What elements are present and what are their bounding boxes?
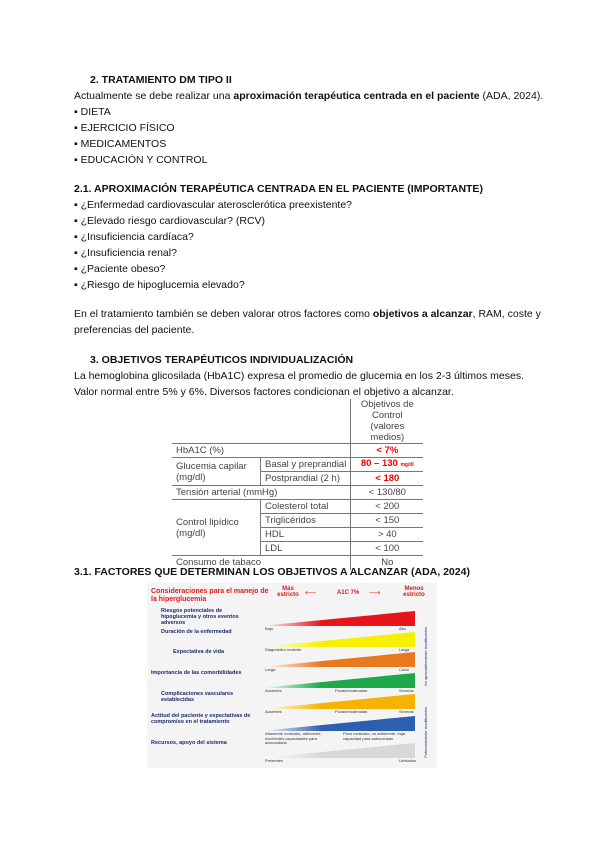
tick-right: Severas (399, 709, 414, 714)
cell: < 130/80 (351, 486, 424, 500)
text: (ADA, 2024). (479, 90, 544, 102)
paragraph-line: La hemoglobina glicosilada (HbA1C) expresa el promedio de glucemia en los 2-3 últimos meses. (74, 370, 524, 382)
more-strict-label: Más estricto (277, 586, 299, 598)
cell: Basal y preprandial (261, 458, 351, 472)
list-item: ▪ ¿Insuficiencia renal? (74, 247, 177, 259)
list-item: ▪ ¿Enfermedad cardiovascular aterosclerótica preexistente? (74, 199, 353, 211)
factor-label: Importancia de las comorbilidades (151, 670, 242, 676)
factor-label: Duración de la enfermedad (161, 629, 232, 635)
less-strict-label: Menos estricto (403, 586, 425, 598)
text: , RAM, coste y (472, 308, 541, 320)
cell: HDL (261, 528, 351, 542)
cell: < 200 (351, 500, 424, 514)
cell: No (351, 556, 424, 570)
tick-right: Poco motivado, no adherente, baja capacidad para autocuidado (343, 731, 406, 741)
section-heading-2: 2. TRATAMIENTO DM TIPO II (90, 74, 232, 86)
cell: HbA1C (%) (172, 444, 351, 458)
tick-mid: Pocas/moderadas (335, 709, 368, 714)
tick-right: Limitados (399, 758, 417, 763)
cell: < 7% (351, 444, 424, 458)
tick-right: Corta (399, 667, 409, 672)
tick-mid: Pocas/moderadas (335, 688, 368, 693)
tick-right: Severas (399, 688, 414, 693)
paragraph (74, 308, 541, 320)
cell: < 180 (351, 472, 424, 486)
tick-left: Diagnóstico reciente (265, 647, 302, 652)
tick-left: Larga (265, 667, 276, 672)
table-header: Objetivos de Control (valores medios) (351, 399, 424, 444)
arrow-left-icon: ⟵ (305, 588, 317, 597)
cell: Postprandial (2 h) (261, 472, 351, 486)
factor-gradient-triangle (260, 694, 415, 709)
factor-label: Actitud del paciente y expectativas de compromiso en el tratamiento (151, 713, 251, 725)
list-item: ▪ DIETA (74, 106, 111, 118)
factor-gradient-triangle (260, 673, 415, 688)
unit: mg/dl (400, 462, 414, 468)
factor-gradient-triangle (260, 632, 415, 647)
text: En el tratamiento también se deben valorar otros factores como (74, 308, 373, 320)
list-item: ▪ ¿Paciente obeso? (74, 263, 166, 275)
cell: Consumo de tabaco (176, 557, 262, 569)
figure-title: Consideraciones para el manejo de la hiperglucemia (151, 588, 269, 603)
list-item: ▪ EJERCICIO FÍSICO (74, 122, 175, 134)
text-bold: objetivos a alcanzar (372, 308, 473, 320)
factor-label: Expectativa de vida (173, 649, 225, 655)
tick-left: Bajo (265, 626, 274, 631)
factor-gradient-triangle (260, 652, 415, 667)
text-bold: aproximación terapéutica centrada en el paciente (233, 90, 480, 102)
section-heading-3-1: 3.1. FACTORES QUE DETERMINAN LOS OBJETIVOS A ALCANZAR (ADA, 2024) (74, 566, 470, 578)
control-objectives-table (172, 399, 423, 570)
factor-gradient-triangle (260, 611, 415, 626)
section-heading-2-1: 2.1. APROXIMACIÓN TERAPÉUTICA CENTRADA EN EL PACIENTE (IMPORTANTE) (74, 183, 483, 195)
cell: Glucemia capilar (mg/dl) (172, 458, 261, 486)
text: Actualmente se debe realizar una (74, 90, 234, 102)
paragraph-line: preferencias del paciente. (74, 324, 195, 336)
factor-label: Recursos, apoyo del sistema (151, 740, 227, 746)
side-label: No apreciablemente modificables (423, 627, 428, 687)
cell: < 150 (351, 514, 424, 528)
list-item: ▪ ¿Insuficiencia cardíaca? (74, 231, 194, 243)
list-item: ▪ ¿Elevado riesgo cardiovascular? (RCV) (74, 215, 266, 227)
tick-left: Ausentes (265, 709, 282, 714)
hyperglycemia-figure (147, 583, 437, 768)
arrow-right-icon: ⟶ (369, 588, 381, 597)
cell (351, 458, 424, 472)
factor-gradient-triangle (260, 716, 415, 731)
section-heading-3: 3. OBJETIVOS TERAPÉUTICOS INDIVIDUALIZACIÓN (90, 354, 354, 366)
cell: < 100 (351, 542, 424, 556)
side-label: Potencialmente modificables (423, 707, 428, 758)
list-item: ▪ ¿Riesgo de hipoglucemia elevado? (74, 279, 245, 291)
list-item: ▪ EDUCACIÓN Y CONTROL (74, 154, 208, 166)
intro-paragraph (74, 90, 543, 102)
tick-left: Ausentes (265, 688, 282, 693)
value: 80 – 130 (360, 458, 398, 469)
cell: Control lipídico (mg/dl) (172, 500, 261, 556)
paragraph-line: Valor normal entre 5% y 6%. Diversos factores condicionan el objetivo a alcanzar. (74, 386, 454, 398)
a1c-label: A1C 7% (337, 590, 360, 596)
cell: Colesterol total (261, 500, 351, 514)
tick-left: Altamente motivado, adherente, excelentes capacidades para autocuidado (265, 731, 322, 745)
list-item: ▪ MEDICAMENTOS (74, 138, 167, 150)
tick-right: Alto (399, 626, 406, 631)
factor-label: Riesgos potenciales de hipoglucemia y otros eventos adversos (161, 608, 239, 626)
cell: > 40 (351, 528, 424, 542)
tick-right: Larga (399, 647, 410, 652)
factor-label: Complicaciones vasculares establecidas (161, 691, 234, 703)
cell: Triglicéridos (261, 514, 351, 528)
cell: Tensión arterial (mmHg) (172, 486, 351, 500)
tick-left: Presentes (265, 758, 284, 763)
cell: LDL (261, 542, 351, 556)
